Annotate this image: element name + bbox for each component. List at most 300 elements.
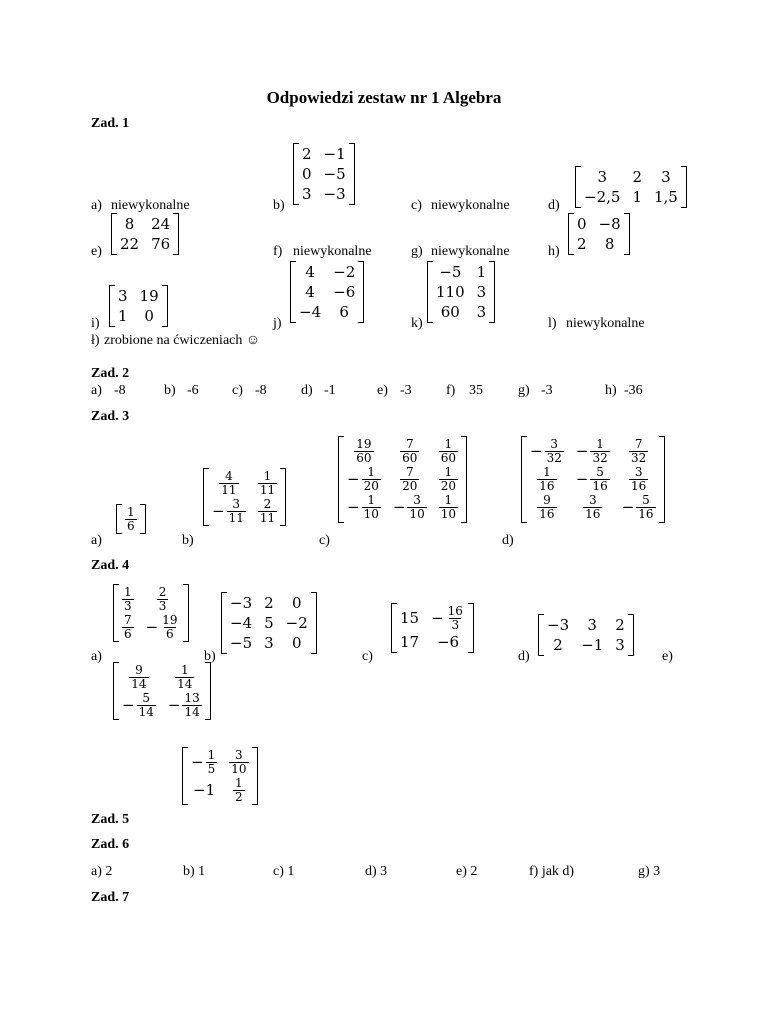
zad1-j-matrix: [290, 261, 364, 323]
fraction: [407, 494, 426, 520]
zad1-b-matrix: [293, 143, 355, 205]
fraction-denominator: 14: [184, 704, 200, 719]
fraction: [129, 664, 148, 690]
zad2-answer-label: e): [377, 383, 388, 398]
matrix-grid: [433, 261, 489, 323]
matrix-cell: [629, 466, 648, 492]
zad2-answer-value: -36: [624, 383, 643, 398]
zad4-heading: Zad. 4: [91, 558, 130, 573]
matrix-cell: [347, 466, 381, 492]
matrix-cell: [439, 438, 458, 464]
fraction-denominator: 11: [221, 482, 237, 497]
zad1-c-label: c): [411, 198, 422, 213]
matrix-grid: [544, 614, 628, 656]
zad1-d-matrix: [575, 166, 687, 208]
fraction: [636, 494, 655, 520]
fraction-denominator: 32: [631, 450, 647, 465]
matrix-cell: −5: [230, 634, 253, 652]
matrix-cell: [175, 664, 194, 690]
matrix-cell: 0: [291, 634, 302, 652]
fraction-numerator: 1: [367, 493, 376, 508]
zad3-c-label: c): [319, 533, 330, 548]
zad3-b-matrix: [203, 468, 286, 526]
zad2-answer-label: h): [605, 383, 617, 398]
matrix-cell: [219, 470, 238, 496]
fraction-numerator: 19: [162, 613, 178, 628]
matrix-right-bracket: [280, 468, 286, 526]
matrix-cell: −3: [323, 185, 346, 203]
fraction-numerator: 3: [634, 465, 643, 480]
zad1-i-label: i): [91, 316, 100, 331]
zad4-e-label: e): [662, 649, 673, 664]
fraction: [229, 749, 248, 775]
zad1-h-label: h): [548, 244, 560, 259]
matrix-cell: −2: [333, 263, 356, 281]
fraction: [439, 494, 458, 520]
fraction-denominator: 60: [402, 450, 418, 465]
zad1-l-label: l): [548, 316, 557, 331]
zad2-answer-value: -8: [114, 383, 126, 398]
matrix-cell: 1: [632, 188, 642, 206]
matrix-cell: 110: [436, 283, 465, 301]
matrix-cell: −8: [598, 215, 621, 233]
fraction-numerator: 1: [180, 663, 189, 677]
zad1-g-label: g): [411, 244, 423, 259]
matrix-cell: 3: [118, 287, 128, 305]
fraction-denominator: 6: [124, 626, 132, 641]
fraction-denominator: 20: [440, 478, 456, 493]
fraction: [439, 438, 458, 464]
zad7-heading: Zad. 7: [91, 890, 130, 905]
fraction-numerator: 1: [367, 465, 376, 480]
matrix-cell: 22: [120, 235, 140, 253]
fraction-numerator: 1: [444, 493, 453, 508]
fraction-numerator: 3: [413, 493, 421, 508]
fraction-numerator: 3: [235, 748, 243, 762]
fraction-denominator: 14: [138, 704, 154, 719]
fraction-denominator: 32: [592, 450, 608, 465]
zad1-l2-label: ł): [91, 333, 100, 348]
matrix-cell: 1: [476, 263, 487, 281]
fraction: [137, 692, 156, 718]
zad6-answer: f) jak d): [529, 864, 575, 879]
zad3-d-label: d): [502, 533, 514, 548]
zad6-answer: a) 2: [91, 864, 113, 879]
matrix-right-bracket: [205, 662, 211, 720]
fraction: [157, 586, 169, 612]
matrix-grid: [581, 166, 681, 208]
fraction-denominator: 14: [177, 676, 193, 691]
matrix-cell: 76: [151, 235, 171, 253]
fraction-numerator: 5: [642, 493, 650, 508]
matrix-grid: [117, 213, 173, 255]
fraction: [590, 438, 609, 464]
fraction-denominator: 3: [124, 598, 132, 613]
fraction-numerator: 1: [444, 437, 453, 451]
matrix-cell: [530, 438, 564, 464]
matrix-cell: 5: [264, 614, 274, 632]
matrix-right-bracket: [162, 285, 168, 327]
fraction-sign: −: [191, 753, 204, 772]
zad6-answer: c) 1: [273, 864, 295, 879]
matrix-cell: [122, 586, 134, 612]
fraction-denominator: 32: [546, 450, 562, 465]
fraction-denominator: 2: [235, 789, 243, 804]
matrix-cell: 0: [577, 215, 587, 233]
fraction: [400, 438, 419, 464]
fraction: [537, 466, 556, 492]
zad2-answer-value: -6: [187, 383, 199, 398]
zad6-heading: Zad. 6: [91, 837, 130, 852]
zad2-answer-label: g): [518, 383, 530, 398]
fraction-numerator: 3: [588, 493, 597, 508]
fraction-denominator: 11: [228, 510, 244, 525]
matrix-right-bracket: [659, 436, 665, 523]
zad3-b-label: b): [182, 533, 194, 548]
zad6-answer: e) 2: [456, 864, 478, 879]
zad2-answer-label: c): [232, 383, 243, 398]
matrix-cell: 8: [604, 235, 615, 253]
fraction-numerator: 3: [550, 437, 559, 451]
matrix-cell: [157, 586, 169, 612]
fraction: [583, 494, 602, 520]
matrix-cell: −2,5: [584, 188, 621, 206]
matrix-cell: [393, 494, 427, 520]
matrix-cell: [191, 749, 217, 775]
zad1-e-matrix: [111, 213, 179, 255]
zad4-a-label: a): [91, 649, 102, 664]
fraction: [362, 466, 381, 492]
fraction-denominator: 20: [402, 478, 418, 493]
fraction-denominator: 10: [231, 761, 247, 776]
zad5-heading: Zad. 5: [91, 812, 130, 827]
fraction: [258, 498, 277, 524]
zad6-answer: g) 3: [638, 864, 661, 879]
fraction-numerator: 1: [207, 748, 216, 762]
matrix-cell: −3: [547, 616, 570, 634]
fraction-numerator: 2: [158, 585, 167, 599]
matrix-grid: [122, 504, 140, 534]
matrix-right-bracket: [628, 614, 634, 656]
matrix-grid: [209, 468, 280, 526]
fraction-denominator: 60: [440, 450, 456, 465]
matrix-cell: 3: [587, 616, 597, 634]
zad2-answer-label: f): [446, 383, 456, 398]
matrix-cell: 3: [302, 185, 312, 203]
matrix-grid: [344, 436, 461, 523]
matrix-cell: −4: [299, 303, 322, 321]
fraction-denominator: 14: [131, 676, 147, 691]
matrix-cell: 2: [302, 145, 312, 163]
matrix-cell: −3: [230, 594, 253, 612]
fraction: [400, 466, 419, 492]
matrix-cell: −6: [436, 633, 460, 652]
zad4-d-matrix: [538, 614, 634, 656]
fraction-sign: −: [431, 609, 444, 628]
matrix-cell: 1: [118, 307, 128, 325]
fraction-denominator: 11: [259, 510, 276, 525]
fraction: [233, 777, 245, 803]
matrix-cell: 3: [661, 168, 671, 186]
matrix-cell: [537, 494, 556, 520]
matrix-cell: [439, 466, 458, 492]
fraction-sign: −: [347, 498, 360, 517]
matrix-cell: 2: [577, 235, 587, 253]
fraction-denominator: 3: [158, 598, 167, 613]
matrix-right-bracket: [349, 143, 355, 205]
fraction-sign: −: [621, 498, 635, 517]
matrix-cell: 4: [305, 263, 315, 281]
matrix-cell: 1,5: [653, 188, 678, 206]
matrix-right-bracket: [681, 166, 687, 208]
fraction-numerator: 7: [405, 465, 414, 480]
zad1-f-answer: niewykonalne: [293, 244, 372, 259]
matrix-right-bracket: [252, 747, 258, 805]
zad3-d-matrix: [521, 436, 665, 523]
matrix-grid: [296, 261, 358, 323]
zad1-a-answer: niewykonalne: [111, 198, 190, 213]
matrix-cell: −6: [333, 283, 356, 301]
fraction: [122, 614, 134, 640]
fraction: [629, 466, 648, 492]
matrix-cell: 3: [264, 634, 274, 652]
fraction: [545, 438, 564, 464]
matrix-right-bracket: [311, 592, 317, 654]
fraction: [227, 498, 246, 524]
matrix-cell: 3: [476, 283, 487, 301]
zad2-answer-value: 35: [469, 383, 483, 398]
zad1-l-answer: niewykonalne: [566, 316, 645, 331]
zad1-k-matrix: [427, 261, 495, 323]
fraction-sign: −: [575, 470, 589, 489]
matrix-cell: 2: [632, 168, 642, 186]
zad1-k-label: k): [411, 316, 423, 331]
fraction: [182, 692, 201, 718]
fraction-denominator: 10: [409, 506, 425, 521]
fraction: [175, 664, 194, 690]
zad4-c-label: c): [362, 649, 373, 664]
zad4-b-matrix: [221, 592, 317, 654]
fraction-numerator: 1: [235, 776, 243, 791]
matrix-cell: −5: [439, 263, 462, 281]
matrix-cell: 60: [440, 303, 460, 321]
matrix-cell: [168, 692, 202, 718]
fraction: [219, 470, 238, 496]
matrix-cell: [400, 438, 419, 464]
fraction-denominator: 6: [166, 626, 174, 641]
fraction-denominator: 16: [631, 478, 647, 493]
fraction-sign: −: [347, 470, 360, 489]
fraction-denominator: 16: [585, 506, 601, 521]
matrix-cell: [229, 749, 248, 775]
zad2-answer-label: d): [301, 383, 313, 398]
matrix-cell: [629, 438, 648, 464]
matrix-cell: [354, 438, 373, 464]
matrix-cell: [347, 494, 381, 520]
zad1-d-label: d): [548, 198, 560, 213]
fraction-numerator: 2: [263, 497, 272, 512]
matrix-cell: 3: [476, 303, 487, 321]
fraction-numerator: 1: [444, 465, 453, 480]
matrix-cell: [146, 614, 180, 640]
matrix-cell: 24: [151, 215, 171, 233]
zad6-answer: d) 3: [365, 864, 388, 879]
zad3-c-matrix: [338, 436, 467, 523]
matrix-cell: −5: [323, 165, 346, 183]
fraction-numerator: 9: [135, 663, 143, 677]
fraction-denominator: 10: [363, 506, 379, 521]
fraction-numerator: 1: [127, 505, 135, 519]
fraction-numerator: 4: [225, 469, 233, 483]
zad1-e-label: e): [91, 244, 102, 259]
fraction: [537, 494, 556, 520]
matrix-cell: [233, 777, 245, 803]
fraction-denominator: 10: [440, 506, 456, 521]
matrix-cell: 2: [553, 636, 563, 654]
zad2-answer-value: -8: [255, 383, 267, 398]
matrix-cell: [258, 470, 277, 496]
matrix-cell: 3: [597, 168, 607, 186]
zad6-answer: b) 1: [183, 864, 206, 879]
fraction: [122, 586, 134, 612]
fraction-numerator: 13: [184, 691, 200, 706]
zad4-e-matrix: [113, 662, 211, 720]
matrix-grid: [119, 584, 183, 642]
matrix-right-bracket: [173, 213, 179, 255]
zad2-answer-value: -3: [400, 383, 412, 398]
zad1-h-matrix: [568, 213, 630, 255]
fraction-numerator: 3: [232, 497, 241, 512]
zad1-heading: Zad. 1: [91, 116, 130, 131]
zad3-a-label: a): [91, 533, 102, 548]
zad1-c-answer: niewykonalne: [431, 198, 510, 213]
matrix-right-bracket: [358, 261, 364, 323]
fraction-numerator: 7: [405, 437, 414, 451]
matrix-cell: 2: [615, 616, 625, 634]
matrix-grid: [119, 662, 205, 720]
zad1-f-label: f): [273, 244, 283, 259]
fraction-numerator: 1: [124, 585, 132, 599]
zad4-d-label: d): [518, 649, 530, 664]
fraction-numerator: 19: [356, 437, 372, 451]
matrix-cell: 15: [400, 609, 420, 628]
matrix-cell: 0: [291, 594, 302, 612]
matrix-right-bracket: [140, 504, 146, 534]
matrix-grid: [527, 436, 659, 523]
matrix-cell: 3: [615, 636, 625, 654]
matrix-cell: 2: [264, 594, 274, 612]
fraction-numerator: 1: [543, 465, 551, 480]
zad3-a-matrix: [116, 504, 146, 534]
matrix-right-bracket: [183, 584, 189, 642]
zad2-answer-label: b): [164, 383, 176, 398]
matrix-grid: [115, 285, 162, 327]
matrix-grid: [299, 143, 349, 205]
fraction-numerator: 5: [142, 691, 151, 706]
matrix-grid: [188, 747, 252, 805]
matrix-cell: −1: [193, 781, 216, 800]
fraction-numerator: 1: [263, 469, 272, 483]
page-title: Odpowiedzi zestaw nr 1 Algebra: [266, 88, 502, 107]
zad1-g-answer: niewykonalne: [431, 244, 510, 259]
matrix-cell: [258, 498, 277, 524]
fraction-sign: −: [122, 696, 135, 715]
matrix-cell: [129, 664, 148, 690]
fraction: [590, 466, 609, 492]
matrix-right-bracket: [461, 436, 467, 523]
zad1-i-matrix: [109, 285, 168, 327]
zad2-answer-value: -3: [541, 383, 553, 398]
zad1-a-label: a): [91, 198, 102, 213]
matrix-right-bracket: [624, 213, 630, 255]
fraction-numerator: 7: [634, 437, 643, 451]
fraction-numerator: 16: [447, 604, 463, 618]
zad1-l2-answer: zrobione na ćwiczeniach ☺: [104, 333, 261, 348]
fraction: [125, 506, 137, 532]
fraction-numerator: 1: [596, 437, 604, 451]
zad2-heading: Zad. 2: [91, 366, 130, 381]
matrix-cell: 0: [144, 307, 154, 325]
fraction-denominator: 5: [207, 761, 216, 776]
matrix-cell: −1: [581, 636, 604, 654]
matrix-grid: [227, 592, 311, 654]
fraction-numerator: 5: [596, 465, 604, 480]
fraction: [439, 466, 458, 492]
matrix-cell: 4: [305, 283, 315, 301]
fraction-numerator: 7: [124, 613, 132, 628]
zad4-a-matrix: [113, 584, 189, 642]
fraction: [160, 614, 179, 640]
fraction-sign: −: [212, 502, 225, 521]
matrix-right-bracket: [468, 603, 474, 653]
fraction: [629, 438, 648, 464]
zad4-b-label: b): [204, 649, 216, 664]
zad1-b-label: b): [273, 198, 285, 213]
fraction-sign: −: [530, 442, 543, 461]
matrix-cell: [122, 614, 134, 640]
matrix-cell: [125, 506, 137, 532]
fraction-denominator: 60: [356, 450, 372, 465]
matrix-cell: [439, 494, 458, 520]
fraction-denominator: 20: [363, 478, 379, 493]
fraction-numerator: 9: [543, 493, 551, 508]
fraction-sign: −: [575, 442, 589, 461]
fraction-denominator: 3: [451, 617, 460, 632]
matrix-cell: [576, 438, 610, 464]
matrix-cell: 17: [400, 633, 420, 652]
fraction-sign: −: [392, 498, 406, 517]
fraction-sign: −: [145, 618, 159, 637]
fraction-sign: −: [167, 696, 181, 715]
fraction-denominator: 16: [539, 506, 555, 521]
matrix-cell: −1: [323, 145, 346, 163]
fraction: [362, 494, 381, 520]
matrix-cell: [576, 466, 610, 492]
zad2-answer-label: a): [91, 383, 102, 398]
fraction-denominator: 16: [539, 478, 555, 493]
fraction: [206, 749, 218, 775]
matrix-cell: 8: [124, 215, 135, 233]
matrix-cell: [537, 466, 556, 492]
matrix-grid: [397, 603, 468, 653]
matrix-cell: [431, 605, 465, 631]
matrix-cell: [622, 494, 656, 520]
matrix-cell: [122, 692, 156, 718]
zad2-answer-value: -1: [324, 383, 336, 398]
zad3-heading: Zad. 3: [91, 409, 130, 424]
fraction-denominator: 11: [259, 482, 276, 497]
matrix-cell: 19: [139, 287, 159, 305]
